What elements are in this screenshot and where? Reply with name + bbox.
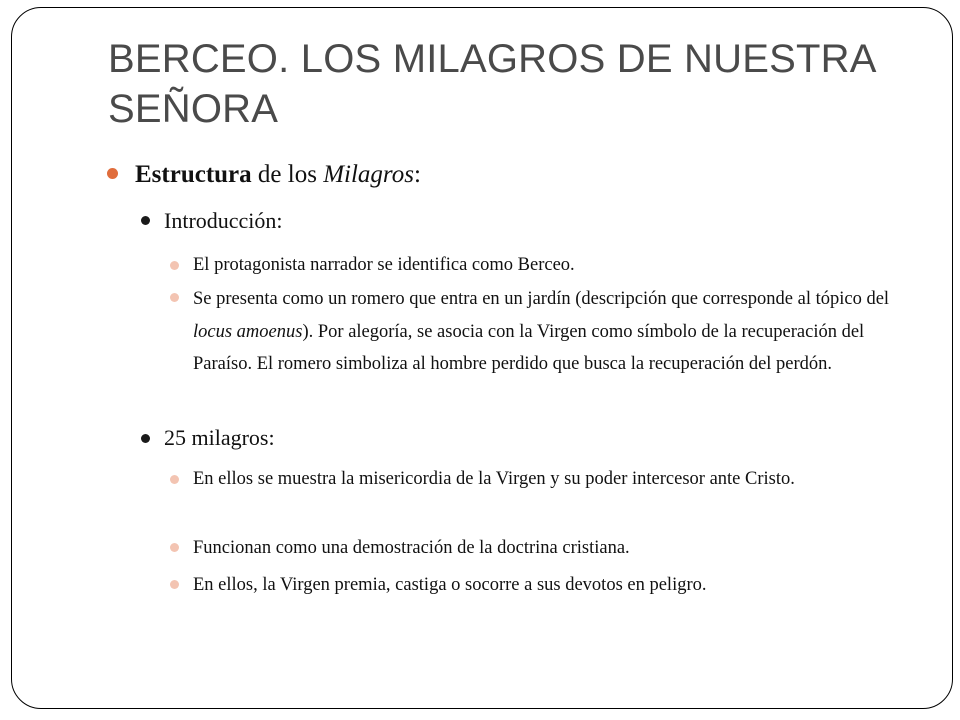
list-item-text: ). Por alegoría, se asocia con la Virgen como símbolo de la recuperación del Paraíso. El romero simboliza al hombre perdido que busca la recuperación del perdón. bbox=[193, 321, 865, 374]
main-point bbox=[135, 160, 915, 190]
slide-title: BERCEO. LOS MILAGROS DE NUESTRA SEÑORA bbox=[108, 37, 875, 131]
bullet-level3 bbox=[170, 261, 179, 270]
list-item-text: Se presenta como un romero que entra en un jardín (descripción que corresponde al tópico del bbox=[193, 289, 890, 309]
bullet-level1 bbox=[107, 168, 118, 179]
list-item bbox=[193, 283, 913, 381]
section-heading-introduccion: Introducción: bbox=[164, 208, 283, 233]
bullet-level3 bbox=[170, 543, 179, 552]
list-item: En ellos se muestra la misericordia de la Virgen y su poder intercesor ante Cristo. bbox=[193, 469, 795, 489]
section-heading-milagros: 25 milagros: bbox=[164, 425, 275, 450]
bullet-level2 bbox=[141, 216, 150, 225]
main-point-italic: Milagros bbox=[323, 161, 414, 188]
bullet-level3 bbox=[170, 475, 179, 484]
bullet-level3 bbox=[170, 580, 179, 589]
list-item: Funcionan como una demostración de la doctrina cristiana. bbox=[193, 538, 630, 558]
main-point-text: de los bbox=[251, 161, 324, 188]
list-item: En ellos, la Virgen premia, castiga o socorre a sus devotos en peligro. bbox=[193, 575, 707, 595]
main-point-end: : bbox=[413, 161, 421, 188]
list-item: El protagonista narrador se identifica como Berceo. bbox=[193, 255, 575, 275]
bullet-level2 bbox=[141, 434, 150, 443]
main-point-bold: Estructura bbox=[135, 161, 252, 188]
list-item-italic: locus amoenus bbox=[193, 321, 303, 342]
bullet-level3 bbox=[170, 293, 179, 302]
